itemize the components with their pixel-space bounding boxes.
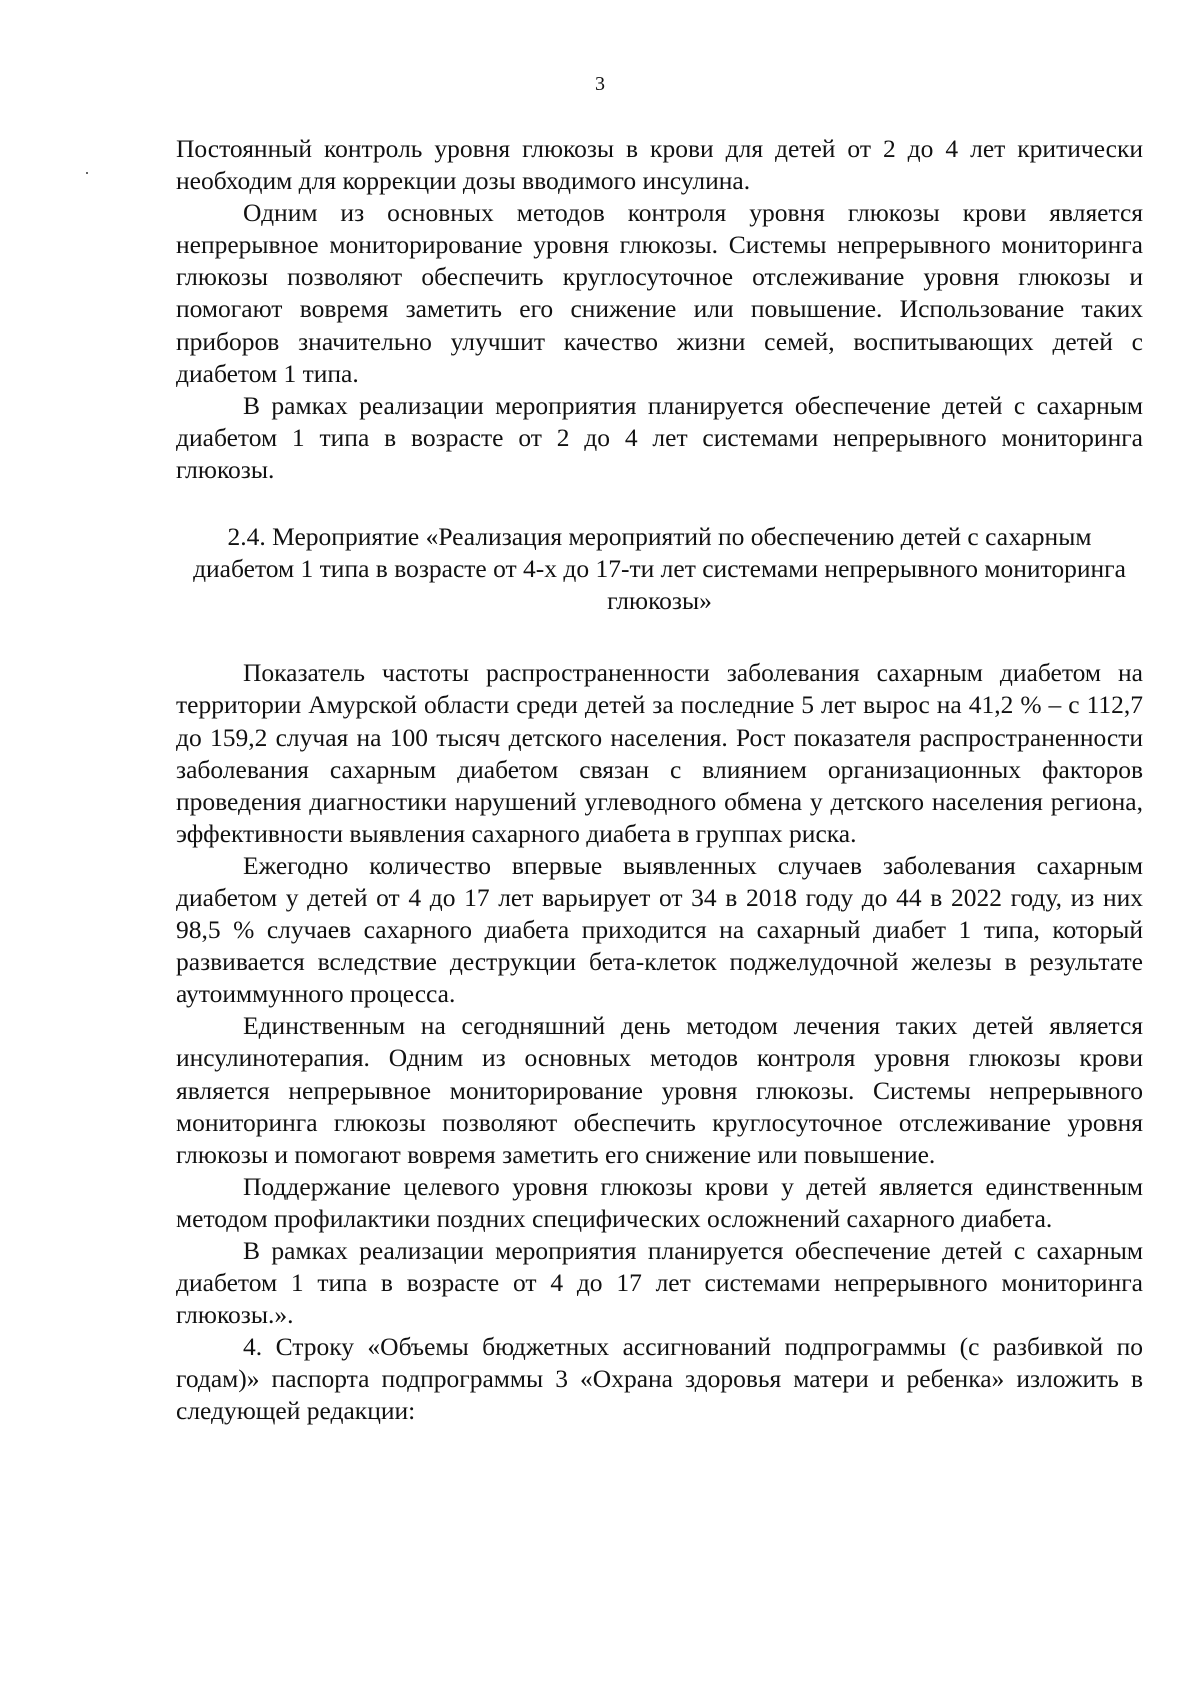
paragraph-insulin-therapy: Единственным на сегодняшний день методом лечения таких детей является инсулинотерапия. Одним из основных методов контроля уровня глюкозы крови является непрерывное мониторирование уровня глюкозы. Системы непрерывного мониторинга глюкозы позволяют обеспечить круглосуточное отслеживание уровня глюкозы и помогают вовремя заметить его снижение или повышение.: [176, 1011, 1143, 1169]
paragraph-prevalence-indicator: Показатель частоты распространенности заболевания сахарным диабетом на территории Амурской области среди детей за последние 5 лет вырос на 41,2 % – с 112,7 до 159,2 случая на 100 тысяч детского населения. Рост показателя распространенности заболевания сахарным диабетом связан с влиянием организационных факторов проведения диагностики нарушений углеводного обмена у детского населения региона, эффективности выявления сахарного диабета в группах риска.: [176, 658, 1143, 848]
page-number: 3: [595, 73, 605, 95]
paragraph-continuous-monitoring-method: Одним из основных методов контроля уровня глюкозы крови является непрерывное мониторирование уровня глюкозы. Системы непрерывного мониторинга глюкозы позволяют обеспечить круглосуточное отслеживание уровня глюкозы и помогают вовремя заметить его снижение или повышение. Использование таких приборов значительно улучшит качество жизни семей, воспитывающих детей с диабетом 1 типа.: [176, 198, 1143, 388]
paragraph-annual-new-cases: Ежегодно количество впервые выявленных случаев заболевания сахарным диабетом у детей от 4 до 17 лет варьирует от 34 в 2018 году до 44 в 2022 году, из них 98,5 % случаев сахарного диабета приходится на сахарный диабет 1 типа, который развивается вследствие деструкции бета-клеток поджелудочной железы в результате аутоиммунного процесса.: [176, 850, 1143, 1009]
section-heading-2-4: 2.4. Мероприятие «Реализация мероприятий по обеспечению детей с сахарным диабетом 1 типа в возрасте от 4-х до 17-ти лет системами непрерывного мониторинга глюкозы»: [193, 522, 1126, 616]
paragraph-activity-plan-4-17-years: В рамках реализации мероприятия планируется обеспечение детей с сахарным диабетом 1 типа в возрасте от 4 до 17 лет системами непрерывного мониторинга глюкозы.».: [176, 1236, 1143, 1330]
paragraph-item-4-budget-line: 4. Строку «Объемы бюджетных ассигнований подпрограммы (с разбивкой по годам)» паспорта подпрограммы 3 «Охрана здоровья матери и ребенка» изложить в следующей редакции:: [176, 1332, 1143, 1426]
paragraph-activity-plan-2-4-years: В рамках реализации мероприятия планируется обеспечение детей с сахарным диабетом 1 типа в возрасте от 2 до 4 лет системами непрерывного мониторинга глюкозы.: [176, 390, 1143, 484]
paragraph-target-glucose-level: Поддержание целевого уровня глюкозы крови у детей является единственным методом профилактики поздних специфических осложнений сахарного диабета.: [176, 1171, 1143, 1233]
paragraph-glucose-control-importance: Постоянный контроль уровня глюкозы в крови для детей от 2 до 4 лет критически необходим для коррекции дозы вводимого инсулина.: [176, 134, 1143, 196]
document-body: [176, 133, 1143, 1428]
scan-speck: [86, 172, 88, 174]
